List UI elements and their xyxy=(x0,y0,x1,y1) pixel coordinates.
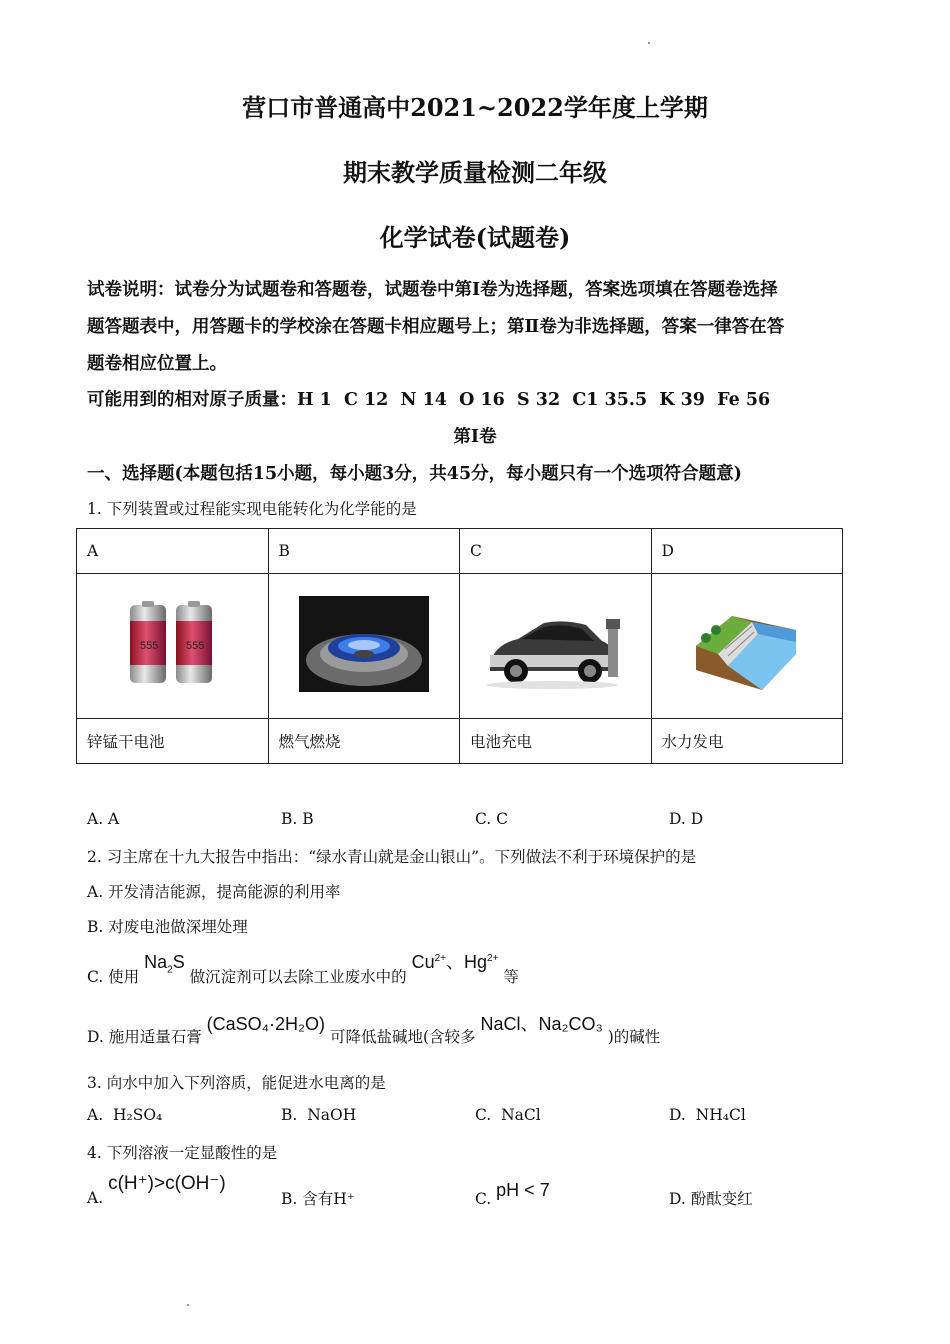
q1-label-b: 燃气燃烧 xyxy=(268,719,460,764)
exam-title-line1: 营口市普通高中2021~2022学年度上学期 xyxy=(242,93,708,122)
q1-label-c: 电池充电 xyxy=(460,719,652,764)
q2-d-salts: NaCl、Na₂CO₃ xyxy=(480,1014,603,1034)
q4-option-b[interactable]: B. 含有H⁺ xyxy=(281,1190,355,1208)
q1-image-a xyxy=(77,574,269,719)
q1-header-b: B xyxy=(268,529,460,574)
q2-c-mid: 做沉淀剂可以去除工业废水中的 xyxy=(189,968,407,986)
q2-d-end: )的碱性 xyxy=(607,1028,661,1046)
q2-c-sep: 、 xyxy=(446,952,465,972)
q3-option-d[interactable] xyxy=(669,1106,746,1124)
q1-option-b[interactable]: B. B xyxy=(281,810,314,828)
q3-b-label: B. xyxy=(281,1106,298,1124)
q1-stem: 1. 下列装置或过程能实现电能转化为化学能的是 xyxy=(87,500,417,518)
q3-c-formula: NaCl xyxy=(501,1106,541,1124)
q1-header-a: A xyxy=(77,529,269,574)
q2-d-mid: 可降低盐碱地(含较多 xyxy=(329,1028,476,1046)
exam-title-line3: 化学试卷(试题卷) xyxy=(379,223,571,252)
q2-stem: 2. 习主席在十九大报告中指出：“绿水青山就是金山银山”。下列做法不利于环境保护的是 xyxy=(87,848,697,866)
svg-text:555: 555 xyxy=(140,640,159,652)
q3-stem: 3. 向水中加入下列溶质，能促进水电离的是 xyxy=(87,1074,386,1092)
q2-option-d[interactable] xyxy=(87,1010,661,1046)
q3-d-formula: NH₄Cl xyxy=(695,1106,746,1124)
q2-c-hg: Hg xyxy=(464,952,488,972)
exam-title-line2: 期末教学质量检测二年级 xyxy=(343,158,607,187)
instructions-line1: 试卷说明：试卷分为试题卷和答题卷，试题卷中第Ⅰ卷为选择题，答案选项填在答题卷选择 xyxy=(87,280,778,300)
q4-c-formula: pH < 7 xyxy=(496,1180,550,1200)
q1-image-d xyxy=(651,574,843,719)
atomic-masses: 可能用到的相对原子质量：H 1 C 12 N 14 O 16 S 32 C1 35.5 K 39 Fe 56 xyxy=(87,390,771,410)
q2-c-ions xyxy=(412,952,499,972)
q3-option-b[interactable] xyxy=(281,1106,356,1124)
q2-c-end: 等 xyxy=(503,968,519,986)
q2-c-cu-charge: 2+ xyxy=(434,953,447,964)
q1-header-c: C xyxy=(460,529,652,574)
q3-a-formula: H₂SO₄ xyxy=(112,1106,163,1124)
q2-c-s: S xyxy=(172,952,185,972)
q1-label-a: 锌锰干电池 xyxy=(77,719,269,764)
q3-d-label: D. xyxy=(669,1106,686,1124)
q1-option-c[interactable]: C. C xyxy=(475,810,509,828)
scan-dot-bottom xyxy=(187,1304,189,1306)
section-heading: 一、选择题(本题包括15小题，每小题3分，共45分，每小题只有一个选项符合题意) xyxy=(87,464,742,484)
q4-option-c[interactable] xyxy=(475,1180,550,1208)
q2-d-gypsum: (CaSO₄·2H₂O) xyxy=(206,1014,326,1034)
q3-b-formula: NaOH xyxy=(307,1106,357,1124)
q3-a-label: A. xyxy=(87,1106,104,1124)
q3-c-label: C. xyxy=(475,1106,492,1124)
q3-option-a[interactable] xyxy=(87,1106,162,1124)
q2-c-prefix: C. 使用 xyxy=(87,968,140,986)
q4-stem: 4. 下列溶液一定显酸性的是 xyxy=(87,1144,278,1162)
q1-header-d: D xyxy=(651,529,843,574)
q2-c-sub: 2 xyxy=(167,964,173,976)
q2-option-c[interactable] xyxy=(87,948,519,986)
q2-c-formula xyxy=(144,952,185,976)
scan-dot-top xyxy=(648,42,650,44)
instructions-line3: 题卷相应位置上。 xyxy=(87,354,227,374)
q4-a-label: A. xyxy=(87,1189,104,1207)
hydro-dam-icon xyxy=(692,594,802,694)
q4-option-d[interactable]: D. 酚酞变红 xyxy=(669,1190,753,1208)
gas-burner-icon xyxy=(299,596,429,692)
q2-option-a[interactable]: A. 开发清洁能源，提高能源的利用率 xyxy=(87,883,341,901)
q1-options-table xyxy=(76,528,843,764)
instructions-line2: 题答题表中，用答题卡的学校涂在答题卡相应题号上；第Ⅱ卷为非选择题，答案一律答在答 xyxy=(87,317,785,337)
q4-c-label: C. xyxy=(475,1190,492,1208)
q1-image-b xyxy=(268,574,460,719)
q4-option-a[interactable] xyxy=(87,1172,226,1207)
q3-option-c[interactable] xyxy=(475,1106,541,1124)
svg-text:555: 555 xyxy=(186,640,205,652)
q1-option-d[interactable]: D. D xyxy=(669,810,704,828)
q1-option-a[interactable]: A. A xyxy=(87,810,120,828)
part-title: 第Ⅰ卷 xyxy=(453,427,497,447)
q1-image-c xyxy=(460,574,652,719)
q2-d-prefix: D. 施用适量石膏 xyxy=(87,1028,202,1046)
q2-option-b[interactable]: B. 对废电池做深埋处理 xyxy=(87,918,248,936)
battery-icon xyxy=(122,599,222,689)
q4-a-formula: c(H⁺)>c(OH⁻) xyxy=(108,1173,226,1194)
q1-label-d: 水力发电 xyxy=(651,719,843,764)
electric-car-icon xyxy=(482,589,628,699)
q2-c-na: Na xyxy=(144,952,168,972)
q2-c-cu: Cu xyxy=(411,952,435,972)
q2-c-hg-charge: 2+ xyxy=(487,953,499,964)
